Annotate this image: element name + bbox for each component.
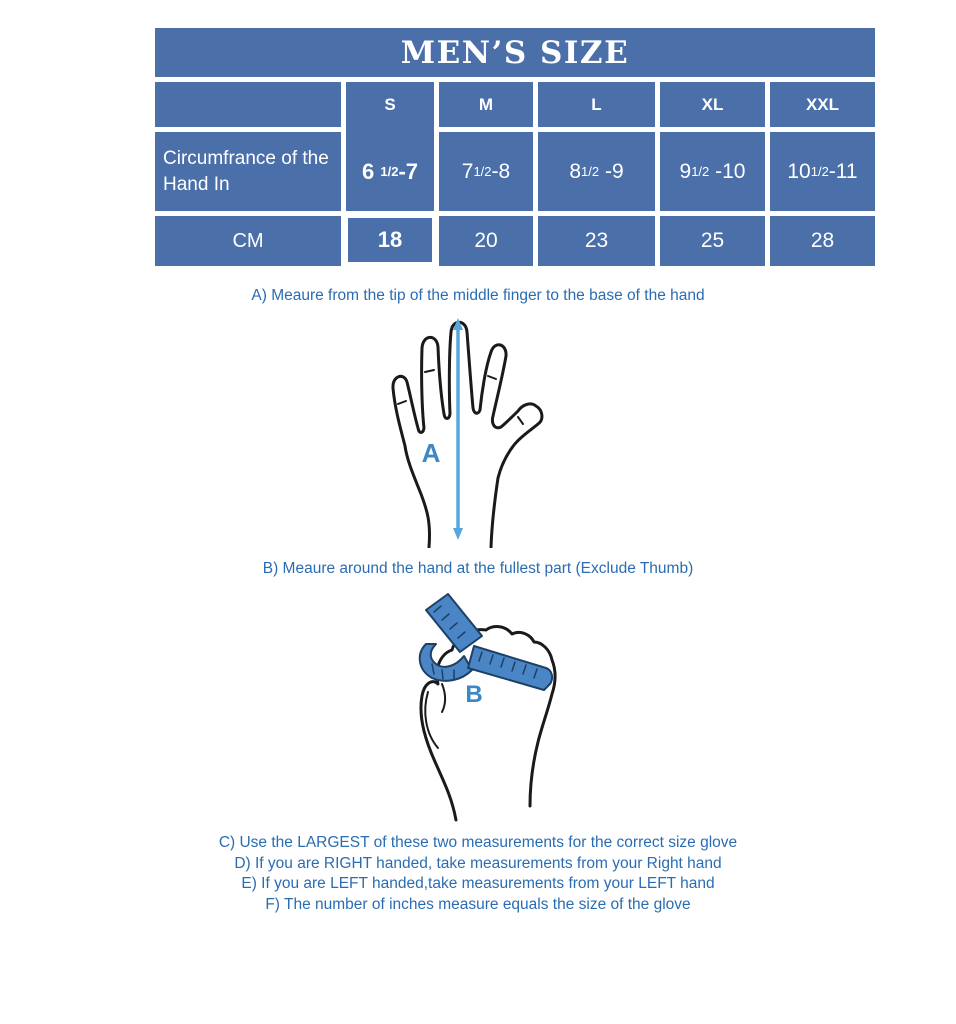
fist-diagram bbox=[398, 586, 563, 822]
circumference-value-l bbox=[538, 132, 655, 211]
col-header-m: M bbox=[439, 82, 533, 127]
value-text: 10 bbox=[787, 159, 811, 183]
table-title: MEN’S SIZE bbox=[155, 28, 875, 77]
circumference-value-s bbox=[346, 132, 434, 211]
value-text: -8 bbox=[491, 159, 511, 183]
col-header-xxl: XXL bbox=[770, 82, 875, 127]
col-header-l: L bbox=[538, 82, 655, 127]
fraction-text: 1/2 bbox=[473, 164, 492, 179]
row-label-cm: CM bbox=[155, 216, 341, 266]
col-header-xl: XL bbox=[660, 82, 765, 127]
instruction-list bbox=[0, 833, 956, 915]
value-text: -9 bbox=[599, 159, 624, 183]
instruction-b: B) Meaure around the hand at the fullest part (Exclude Thumb) bbox=[262, 560, 694, 577]
circumference-value-xl bbox=[660, 132, 765, 211]
instruction-d: D) If you are RIGHT handed, take measurements from your Right hand bbox=[234, 854, 722, 872]
value-text: -10 bbox=[709, 159, 746, 183]
fraction-text: 1/2 bbox=[380, 164, 399, 179]
instruction-e: E) If you are LEFT handed,take measurements from your LEFT hand bbox=[241, 875, 715, 892]
row-label-circumference: Circumfrance of the Hand In bbox=[155, 132, 341, 211]
instruction-f: F) The number of inches measure equals the size of the glove bbox=[265, 895, 691, 913]
cm-value-xxl: 28 bbox=[770, 216, 875, 266]
value-text: -11 bbox=[828, 159, 858, 183]
cm-value-m: 20 bbox=[439, 216, 533, 266]
instruction-c: C) Use the LARGEST of these two measurements for the correct size glove bbox=[218, 834, 738, 851]
cm-value-l: 23 bbox=[538, 216, 655, 266]
instruction-a: A) Meaure from the tip of the middle finger to the base of the hand bbox=[251, 287, 705, 304]
col-header-s: S bbox=[346, 82, 434, 127]
cm-value-s: 18 bbox=[348, 218, 432, 262]
value-text: 9 bbox=[679, 159, 692, 183]
diagram-b-label: B bbox=[465, 681, 483, 708]
value-text: -7 bbox=[398, 158, 418, 184]
hand-outline bbox=[393, 322, 542, 547]
table-corner-cell bbox=[155, 82, 341, 127]
fraction-text: 1/2 bbox=[810, 164, 829, 179]
open-hand-diagram bbox=[385, 314, 550, 548]
circumference-value-xxl bbox=[770, 132, 875, 211]
fraction-text: 1/2 bbox=[691, 164, 710, 179]
value-text: 8 bbox=[569, 159, 582, 183]
diagram-a-label: A bbox=[421, 438, 441, 468]
cm-value-xl: 25 bbox=[660, 216, 765, 266]
fraction-text: 1/2 bbox=[581, 164, 600, 179]
circumference-value-m bbox=[439, 132, 533, 211]
mens-size-table bbox=[155, 28, 875, 266]
value-text: 6 bbox=[362, 158, 381, 184]
value-text: 7 bbox=[461, 159, 474, 183]
